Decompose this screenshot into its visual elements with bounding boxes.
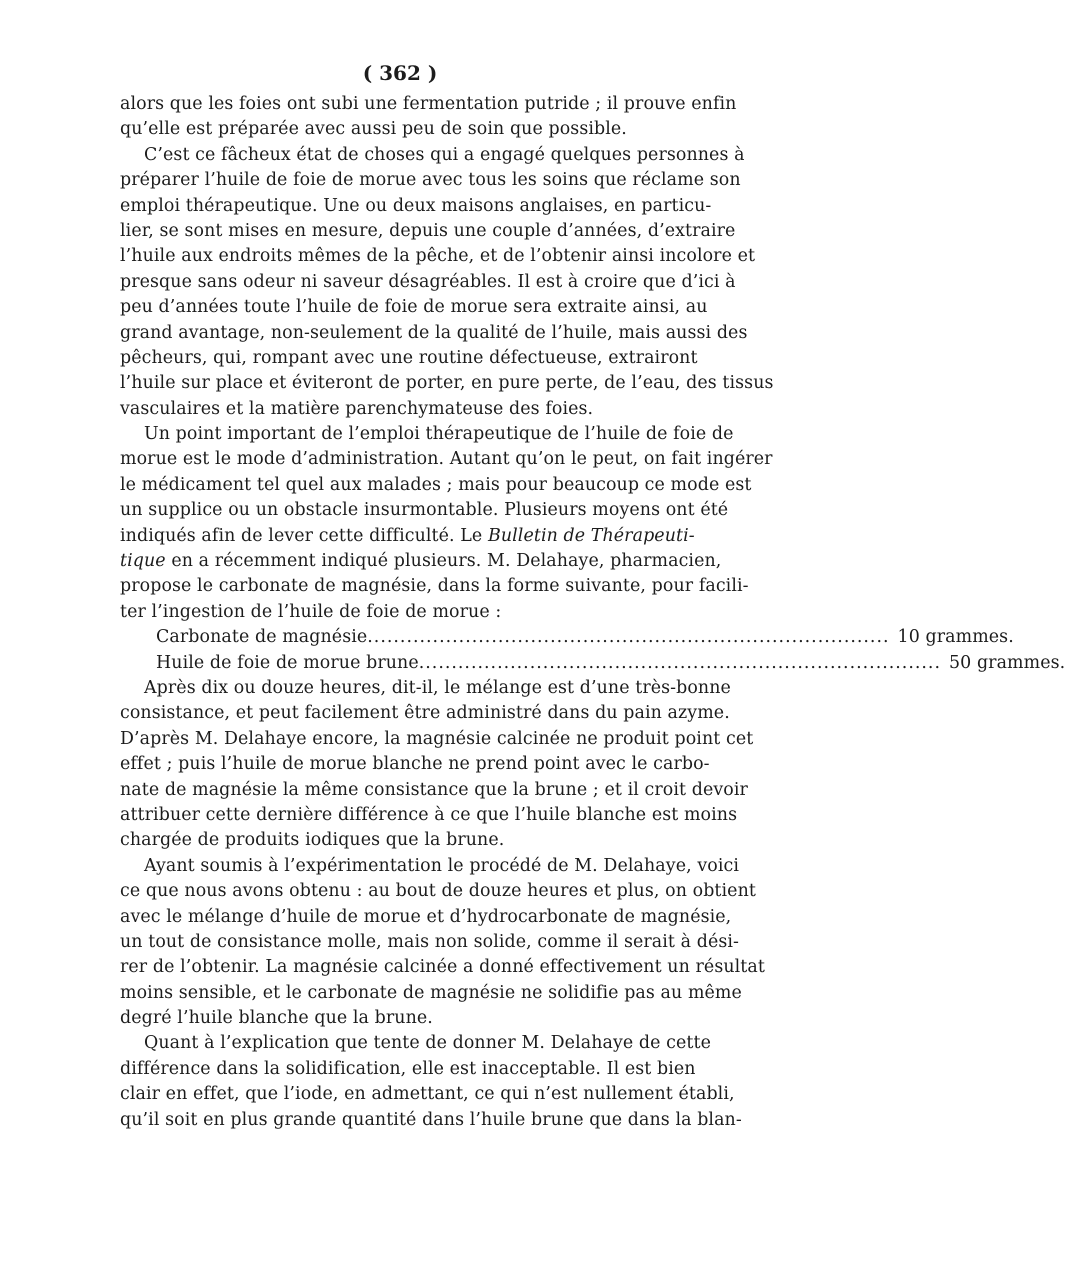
recipe-list bbox=[120, 625, 1066, 676]
text-line: alors que les foies ont subi une fermentation putride ; il prouve enfin bbox=[120, 94, 737, 114]
text-line: Ayant soumis à l’expérimentation le procédé de M. Delahaye, voici bbox=[144, 855, 739, 876]
text-line: morue est le mode d’administration. Autant qu’on le peut, on fait ingérer bbox=[120, 449, 773, 470]
text-line: ter l’ingestion de l’huile de foie de morue : bbox=[120, 601, 502, 622]
text-line: clair en effet, que l’iode, en admettant, ce qui n’est nullement établi, bbox=[120, 1084, 735, 1105]
body-text bbox=[120, 92, 1066, 1133]
text-line: vasculaires et la matière parenchymateuse des foies. bbox=[120, 398, 594, 419]
text-line: un tout de consistance molle, mais non solide, comme il serait à dési- bbox=[120, 931, 740, 952]
text-line: Quant à l’explication que tente de donner M. Delahaye de cette bbox=[144, 1033, 711, 1054]
text-line: l’huile sur place et éviteront de porter, en pure perte, de l’eau, des tissus bbox=[120, 373, 774, 394]
text-line: presque sans odeur ni saveur désagréables. Il est à croire que d’ici à bbox=[120, 271, 736, 292]
text-line: qu’il soit en plus grande quantité dans l’huile brune que dans la blan- bbox=[120, 1109, 742, 1130]
text-line: C’est ce fâcheux état de choses qui a engagé quelques personnes à bbox=[144, 144, 745, 165]
text-line: propose le carbonate de magnésie, dans la forme suivante, pour facili- bbox=[120, 576, 749, 597]
text-line: rer de l’obtenir. La magnésie calcinée a donné effectivement un résultat bbox=[120, 957, 765, 978]
text-line: préparer l’huile de foie de morue avec tous les soins que réclame son bbox=[120, 170, 741, 191]
text-line: D’après M. Delahaye encore, la magnésie calcinée ne produit point cet bbox=[120, 728, 754, 749]
text-line: avec le mélange d’huile de morue et d’hydrocarbonate de magnésie, bbox=[120, 906, 732, 927]
text-line: peu d’années toute l’huile de foie de morue sera extraite ainsi, au bbox=[120, 297, 708, 318]
text-line: tique en a récemment indiqué plusieurs. M. Delahaye, pharmacien, bbox=[120, 551, 722, 572]
paragraph-block-2 bbox=[120, 676, 765, 1133]
text-line: nate de magnésie la même consistance que la brune ; et il croit devoir bbox=[120, 779, 748, 800]
text-line: degré l’huile blanche que la brune. bbox=[120, 1008, 433, 1029]
text-line: moins sensible, et le carbonate de magnésie ne solidifie pas au même bbox=[120, 982, 742, 1003]
recipe-item bbox=[120, 651, 1066, 676]
text-line: effet ; puis l’huile de morue blanche ne prend point avec le carbo- bbox=[120, 754, 710, 775]
leader-dots: ................................................................................ bbox=[418, 652, 941, 673]
text-line: chargée de produits iodiques que la brune. bbox=[120, 830, 505, 851]
text-line: attribuer cette dernière différence à ce que l’huile blanche est moins bbox=[120, 804, 738, 825]
text-line: Un point important de l’emploi thérapeutique de l’huile de foie de bbox=[144, 424, 734, 445]
text-line: le médicament tel quel aux malades ; mais pour beaucoup ce mode est bbox=[120, 474, 752, 495]
text-line: pêcheurs, qui, rompant avec une routine défectueuse, extrairont bbox=[120, 347, 698, 368]
text-line: consistance, et peut facilement être administré dans du pain azyme. bbox=[120, 703, 730, 724]
recipe-item bbox=[120, 625, 1014, 650]
text-line: indiqués afin de lever cette difficulté. Le Bulletin de Thérapeuti- bbox=[120, 525, 695, 546]
recipe-quantity: 10 grammes. bbox=[897, 627, 1014, 648]
text-line: qu’elle est préparée avec aussi peu de soin que possible. bbox=[120, 119, 627, 140]
text-line: Après dix ou douze heures, dit-il, le mélange est d’une très-bonne bbox=[144, 677, 731, 698]
text-line: un supplice ou un obstacle insurmontable. Plusieurs moyens ont été bbox=[120, 500, 729, 521]
leader-dots: ................................................................................ bbox=[367, 627, 890, 648]
recipe-ingredient: Huile de foie de morue brune bbox=[156, 652, 419, 673]
text-line: ce que nous avons obtenu : au bout de douze heures et plus, on obtient bbox=[120, 881, 756, 902]
text-line: grand avantage, non-seulement de la qualité de l’huile, mais aussi des bbox=[120, 322, 748, 343]
text-line: lier, se sont mises en mesure, depuis une couple d’années, d’extraire bbox=[120, 220, 736, 241]
paragraph-block-1 bbox=[120, 92, 774, 625]
text-line: l’huile aux endroits mêmes de la pêche, et de l’obtenir ainsi incolore et bbox=[120, 246, 756, 267]
page-number: ( 362 ) bbox=[362, 61, 438, 85]
recipe-ingredient: Carbonate de magnésie bbox=[156, 627, 368, 648]
text-line: différence dans la solidification, elle est inacceptable. Il est bien bbox=[120, 1058, 696, 1079]
recipe-quantity: 50 grammes. bbox=[948, 652, 1066, 673]
text-line: emploi thérapeutique. Une ou deux maisons anglaises, en particu- bbox=[120, 195, 712, 216]
